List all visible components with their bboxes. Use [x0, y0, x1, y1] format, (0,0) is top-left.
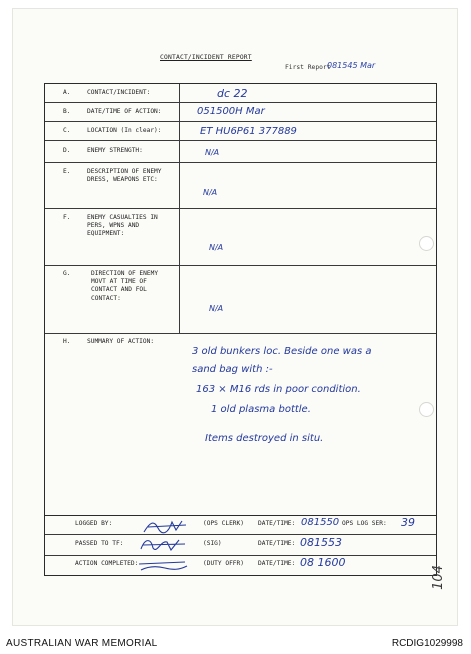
row-h-label: SUMMARY OF ACTION:	[87, 338, 155, 345]
report-title: CONTACT/INCIDENT REPORT	[160, 54, 252, 61]
logged-by-dt-value: 081550	[301, 517, 340, 528]
summary-line: 1 old plasma bottle.	[211, 404, 311, 415]
summary-line: Items destroyed in situ.	[205, 433, 324, 444]
row-c-label: LOCATION (In clear):	[87, 127, 162, 134]
row-h-letter: H.	[63, 338, 71, 345]
action-completed-label: ACTION COMPLETED:	[75, 560, 139, 567]
logged-by-role: (OPS CLERK)	[203, 520, 244, 527]
passed-dt-label: DATE/TIME:	[258, 540, 296, 547]
action-dt-value: 08 1600	[300, 556, 346, 569]
location-value: ET HU6P61 377889	[200, 126, 297, 137]
page-number: 104	[430, 565, 446, 590]
row-e-label: DESCRIPTION OF ENEMY DRESS, WEAPONS ETC:	[87, 168, 162, 184]
routing-table	[44, 516, 437, 576]
archive-name: AUSTRALIAN WAR MEMORIAL	[6, 638, 158, 649]
ops-log-ser-label: OPS LOG SER:	[342, 520, 387, 527]
logged-by-label: LOGGED BY:	[75, 520, 113, 527]
passed-dt-value: 081553	[300, 536, 342, 549]
action-dt-label: DATE/TIME:	[258, 560, 296, 567]
passed-to-tf-label: PASSED TO TF:	[75, 540, 124, 547]
row-b-label: DATE/TIME OF ACTION:	[87, 108, 162, 115]
row-f-label: ENEMY CASUALTIES IN PERS, WPNS AND EQUIPMENT:	[87, 214, 158, 238]
enemy-strength-value: N/A	[205, 148, 220, 157]
summary-line: 163 × M16 rds in poor condition.	[196, 384, 361, 395]
row-b-letter: B.	[63, 108, 71, 115]
first-report-handwriting: 081545 Mar	[327, 61, 376, 70]
summary-line: 3 old bunkers loc. Beside one was a	[192, 346, 372, 357]
contact-incident-value: dc 22	[217, 87, 248, 100]
signature-action-completed	[135, 554, 193, 576]
enemy-dress-value: N/A	[203, 188, 218, 197]
row-c-letter: C.	[63, 127, 71, 134]
first-report-label: First Report	[285, 64, 331, 71]
signature-passed	[137, 534, 189, 556]
row-d-letter: D.	[63, 147, 71, 154]
row-f-letter: F.	[63, 214, 71, 221]
action-completed-role: (DUTY OFFR)	[203, 560, 244, 567]
ops-log-ser-value: 39	[401, 516, 415, 529]
datetime-value: 051500H Mar	[197, 106, 265, 117]
row-g-label: DIRECTION OF ENEMY MOVT AT TIME OF CONTACT AND FOL CONTACT:	[91, 270, 159, 302]
row-g-letter: G.	[63, 270, 71, 277]
row-d-label: ENEMY STRENGTH:	[87, 147, 143, 154]
passed-to-tf-role: (SIG)	[203, 540, 222, 547]
row-e-letter: E.	[63, 168, 71, 175]
row-a-letter: A.	[63, 89, 71, 96]
summary-line: sand bag with :-	[192, 364, 273, 375]
report-form-table	[44, 83, 437, 516]
enemy-casualties-value: N/A	[209, 243, 224, 252]
row-a-label: CONTACT/INCIDENT:	[87, 89, 151, 96]
enemy-direction-value: N/A	[209, 304, 224, 313]
archive-code: RCDIG1029998	[391, 638, 463, 649]
logged-by-dt-label: DATE/TIME:	[258, 520, 296, 527]
